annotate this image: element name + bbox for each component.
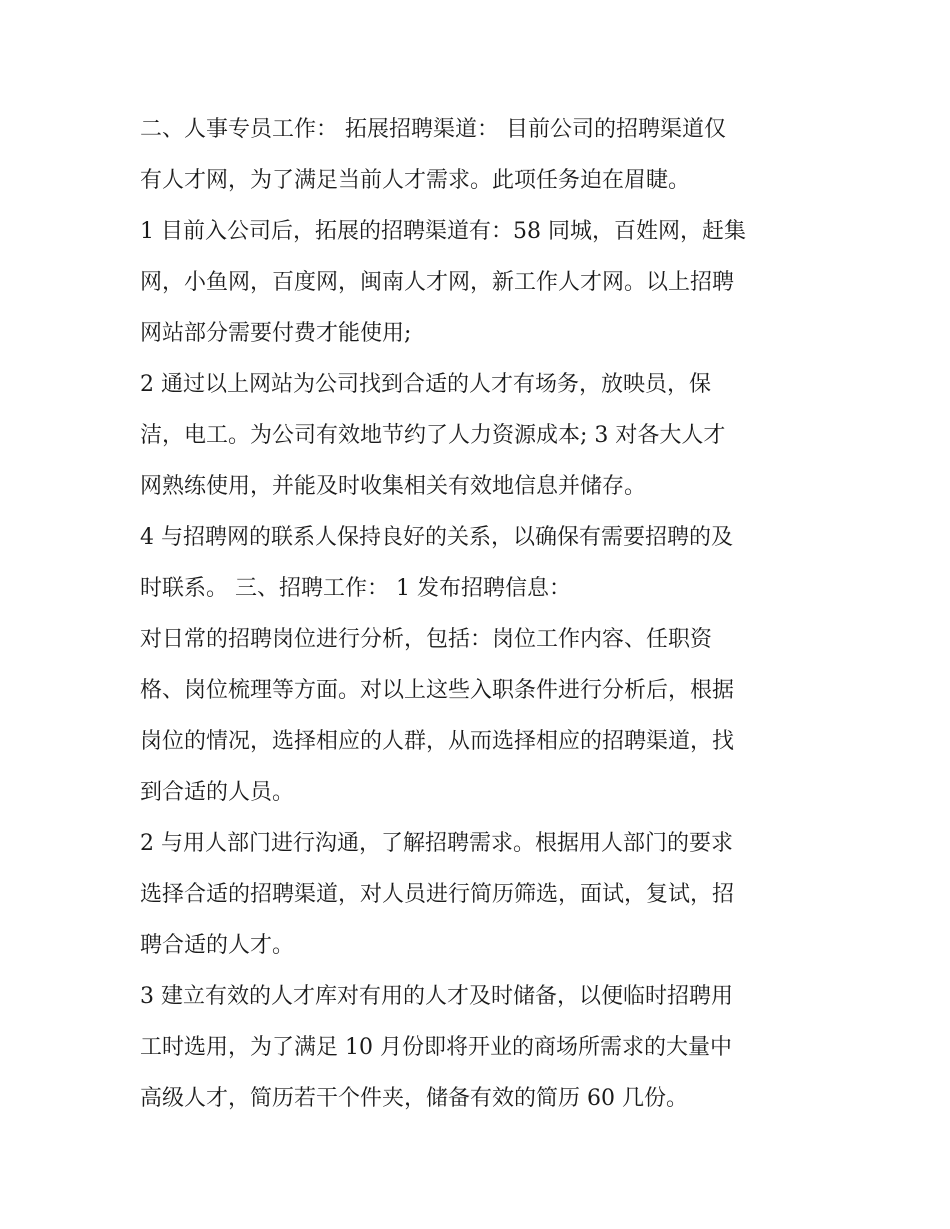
text-line: 2 通过以上网站为公司找到合适的人才有场务，放映员，保 xyxy=(140,372,711,397)
text-line: 网，小鱼网，百度网，闽南人才网，新工作人才网。以上招聘 xyxy=(140,270,735,295)
text-line: 有人才网，为了满足当前人才需求。此项任务迫在眉睫。 xyxy=(140,168,691,193)
text-line: 网站部分需要付费才能使用; xyxy=(140,321,412,346)
text-line: 到合适的人员。 xyxy=(140,780,295,805)
text-line: 2 与用人部门进行沟通，了解招聘需求。根据用人部门的要求 xyxy=(140,831,733,856)
text-line: 时联系。 三、招聘工作： 1 发布招聘信息： xyxy=(140,576,571,601)
text-line: 4 与招聘网的联系人保持良好的关系，以确保有需要招聘的及 xyxy=(140,525,733,550)
text-line: 对日常的招聘岗位进行分析，包括：岗位工作内容、任职资 xyxy=(140,627,713,652)
text-line: 3 建立有效的人才库对有用的人才及时储备，以便临时招聘用 xyxy=(140,984,733,1009)
text-line: 格、岗位梳理等方面。对以上这些入职条件进行分析后，根据 xyxy=(140,678,735,703)
text-line: 工时选用，为了满足 10 月份即将开业的商场所需求的大量中 xyxy=(140,1035,732,1060)
text-line: 网熟练使用，并能及时收集相关有效地信息并储存。 xyxy=(140,474,647,499)
text-line: 高级人才，简历若干个件夹，储备有效的简历 60 几份。 xyxy=(140,1086,688,1111)
text-line: 选择合适的招聘渠道，对人员进行简历筛选，面试，复试，招 xyxy=(140,882,735,907)
text-line: 二、人事专员工作： 拓展招聘渠道： 目前公司的招聘渠道仅 xyxy=(140,117,726,142)
text-line: 1 目前入公司后，拓展的招聘渠道有：58 同城，百姓网，赶集 xyxy=(140,219,746,244)
text-line: 洁，电工。为公司有效地节约了人力资源成本; 3 对各大人才 xyxy=(140,423,726,448)
text-line: 岗位的情况，选择相应的人群，从而选择相应的招聘渠道，找 xyxy=(140,729,735,754)
document-body xyxy=(140,104,820,1124)
text-line: 聘合适的人才。 xyxy=(140,933,295,958)
